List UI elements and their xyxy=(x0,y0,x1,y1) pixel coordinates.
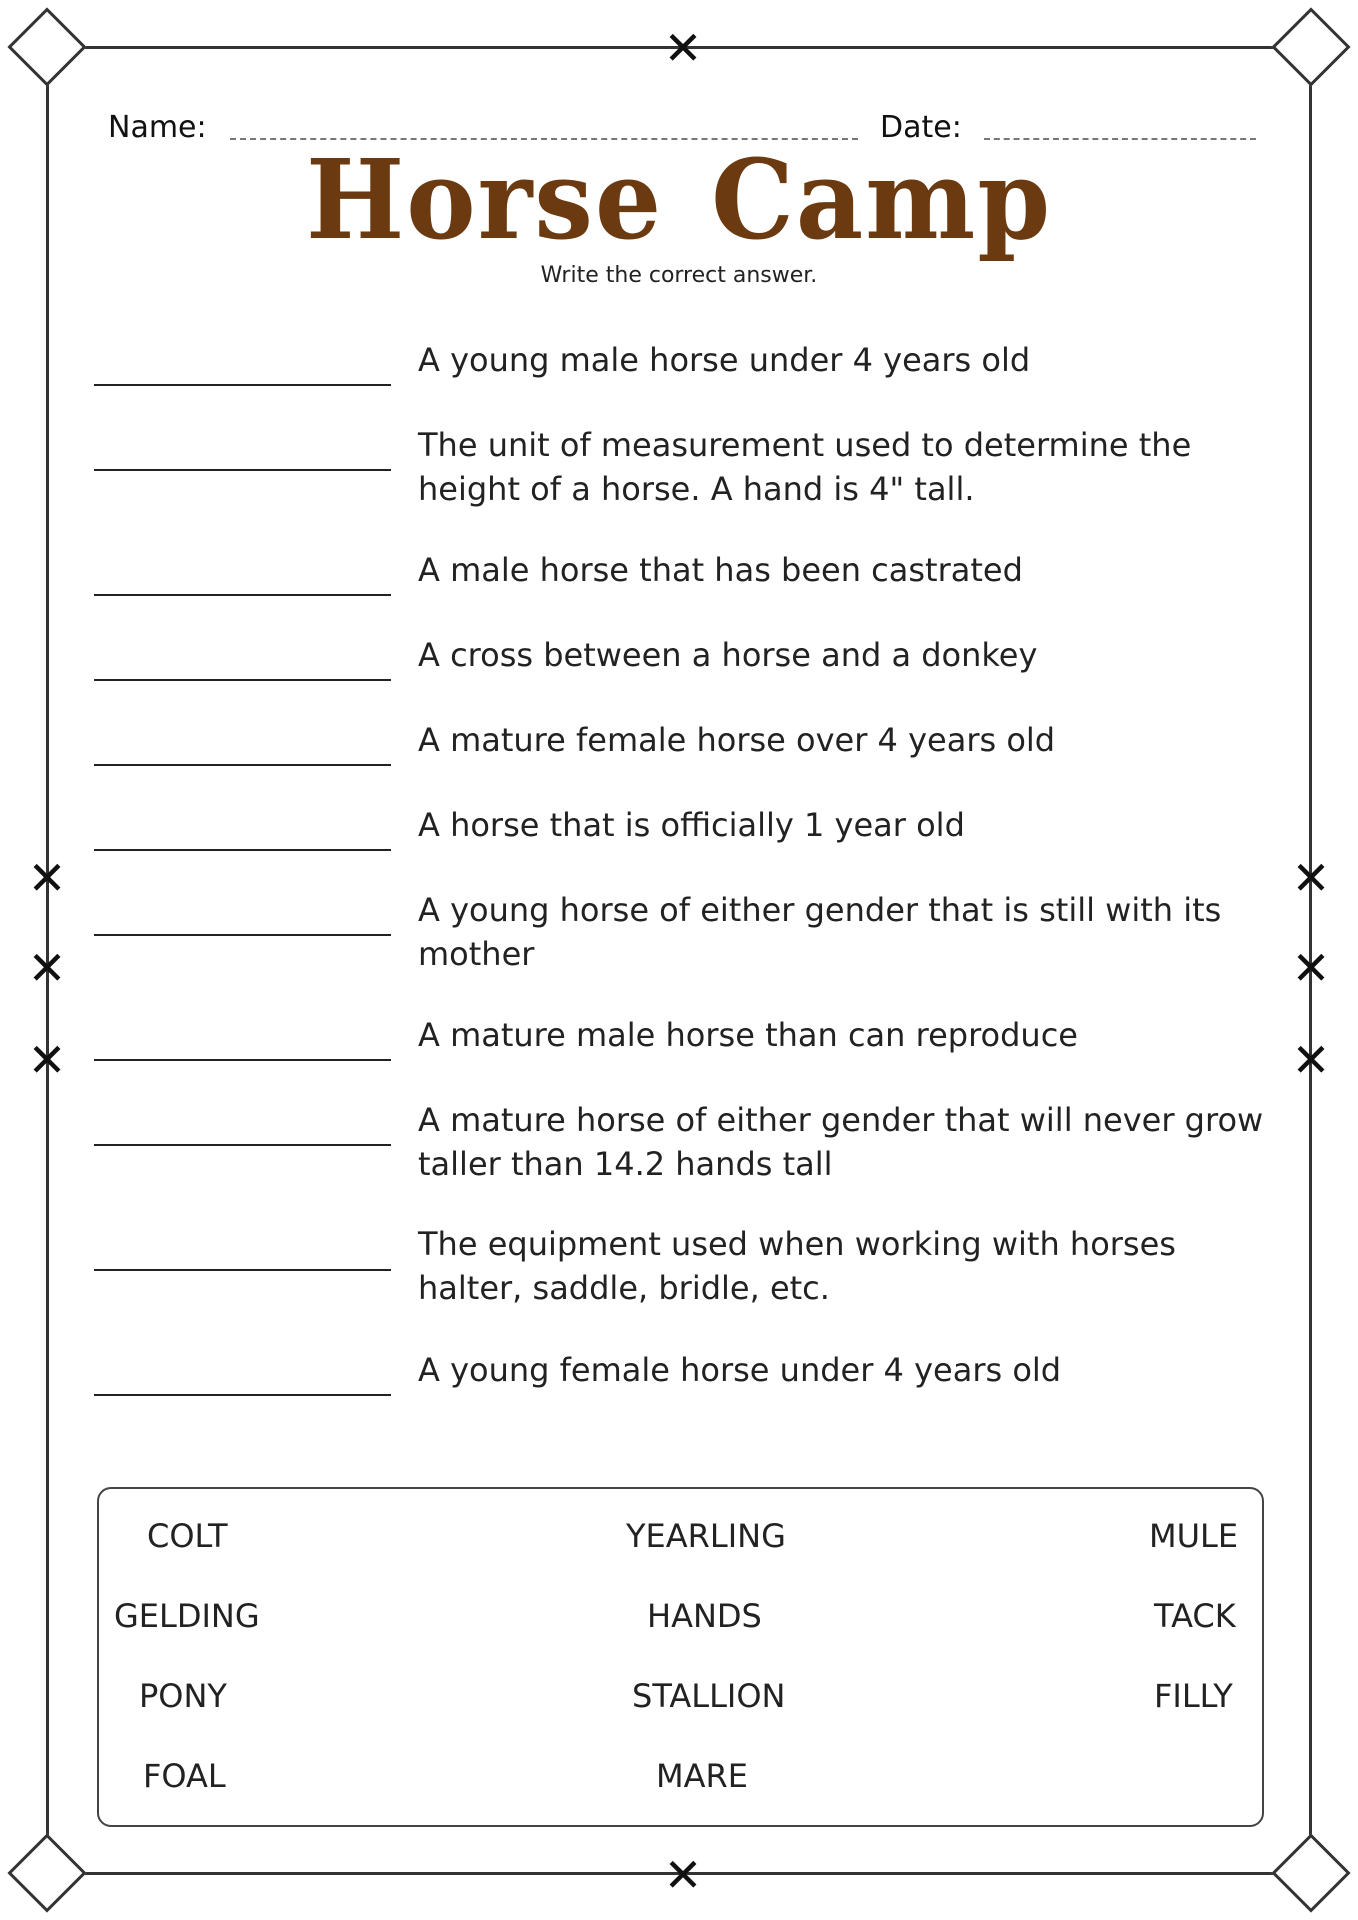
question-text: A male horse that has been castrated xyxy=(418,551,1023,589)
answer-blank[interactable] xyxy=(94,1144,391,1146)
word-bank-item: HANDS xyxy=(647,1597,762,1635)
name-label: Name: xyxy=(108,110,207,145)
answer-blank[interactable] xyxy=(94,1269,391,1271)
question-text: A young male horse under 4 years old xyxy=(418,341,1031,379)
word-bank-item: TACK xyxy=(1154,1597,1236,1635)
question-text: A young female horse under 4 years old xyxy=(418,1351,1062,1389)
answer-blank[interactable] xyxy=(94,384,391,386)
instructions: Write the correct answer. xyxy=(540,263,818,288)
answer-blank[interactable] xyxy=(94,679,391,681)
x-mark-icon: ✕ xyxy=(1291,941,1331,995)
answer-blank[interactable] xyxy=(94,594,391,596)
question-text: A mature horse of either gender that will never grow taller than 14.2 hands tall xyxy=(418,1101,1264,1183)
x-mark-icon: ✕ xyxy=(1291,851,1331,905)
title-word-1: Horse xyxy=(305,134,664,265)
word-bank-item: GELDING xyxy=(114,1597,260,1635)
diamond-icon xyxy=(7,1833,86,1912)
word-bank-item: PONY xyxy=(139,1677,227,1715)
word-bank-item: MULE xyxy=(1149,1517,1239,1555)
x-mark-icon: ✕ xyxy=(27,941,67,995)
question-text: A horse that is officially 1 year old xyxy=(418,806,965,844)
answer-blank[interactable] xyxy=(94,934,391,936)
x-mark-icon: ✕ xyxy=(27,1033,67,1087)
answer-blank[interactable] xyxy=(94,469,391,471)
diamond-icon xyxy=(7,7,86,86)
question-text: A cross between a horse and a donkey xyxy=(418,636,1038,674)
question-text: A mature male horse than can reproduce xyxy=(418,1016,1078,1054)
question-text: A young horse of either gender that is still with its mother xyxy=(418,891,1222,973)
answer-blank[interactable] xyxy=(94,1059,391,1061)
x-mark-icon: ✕ xyxy=(663,1848,703,1902)
word-bank-item: STALLION xyxy=(632,1677,786,1715)
diamond-icon xyxy=(1271,7,1350,86)
word-bank-item: FOAL xyxy=(143,1757,226,1795)
question-text: The unit of measurement used to determine the height of a horse. A hand is 4" tall. xyxy=(418,426,1192,508)
word-bank-item: COLT xyxy=(147,1517,228,1555)
question-text: The equipment used when working with horses halter, saddle, bridle, etc. xyxy=(418,1225,1176,1307)
question-text: A mature female horse over 4 years old xyxy=(418,721,1056,759)
date-label: Date: xyxy=(880,110,962,145)
x-mark-icon: ✕ xyxy=(663,21,703,75)
x-mark-icon: ✕ xyxy=(27,851,67,905)
page-title xyxy=(0,135,1358,264)
answer-blank[interactable] xyxy=(94,764,391,766)
word-bank-item: FILLY xyxy=(1154,1677,1233,1715)
x-mark-icon: ✕ xyxy=(1291,1033,1331,1087)
answer-blank[interactable] xyxy=(94,849,391,851)
title-word-2: Camp xyxy=(711,134,1053,265)
answer-blank[interactable] xyxy=(94,1394,391,1396)
word-bank-item: MARE xyxy=(656,1757,748,1795)
diamond-icon xyxy=(1271,1833,1350,1912)
word-bank xyxy=(97,1487,1264,1827)
word-bank-item: YEARLING xyxy=(626,1517,786,1555)
